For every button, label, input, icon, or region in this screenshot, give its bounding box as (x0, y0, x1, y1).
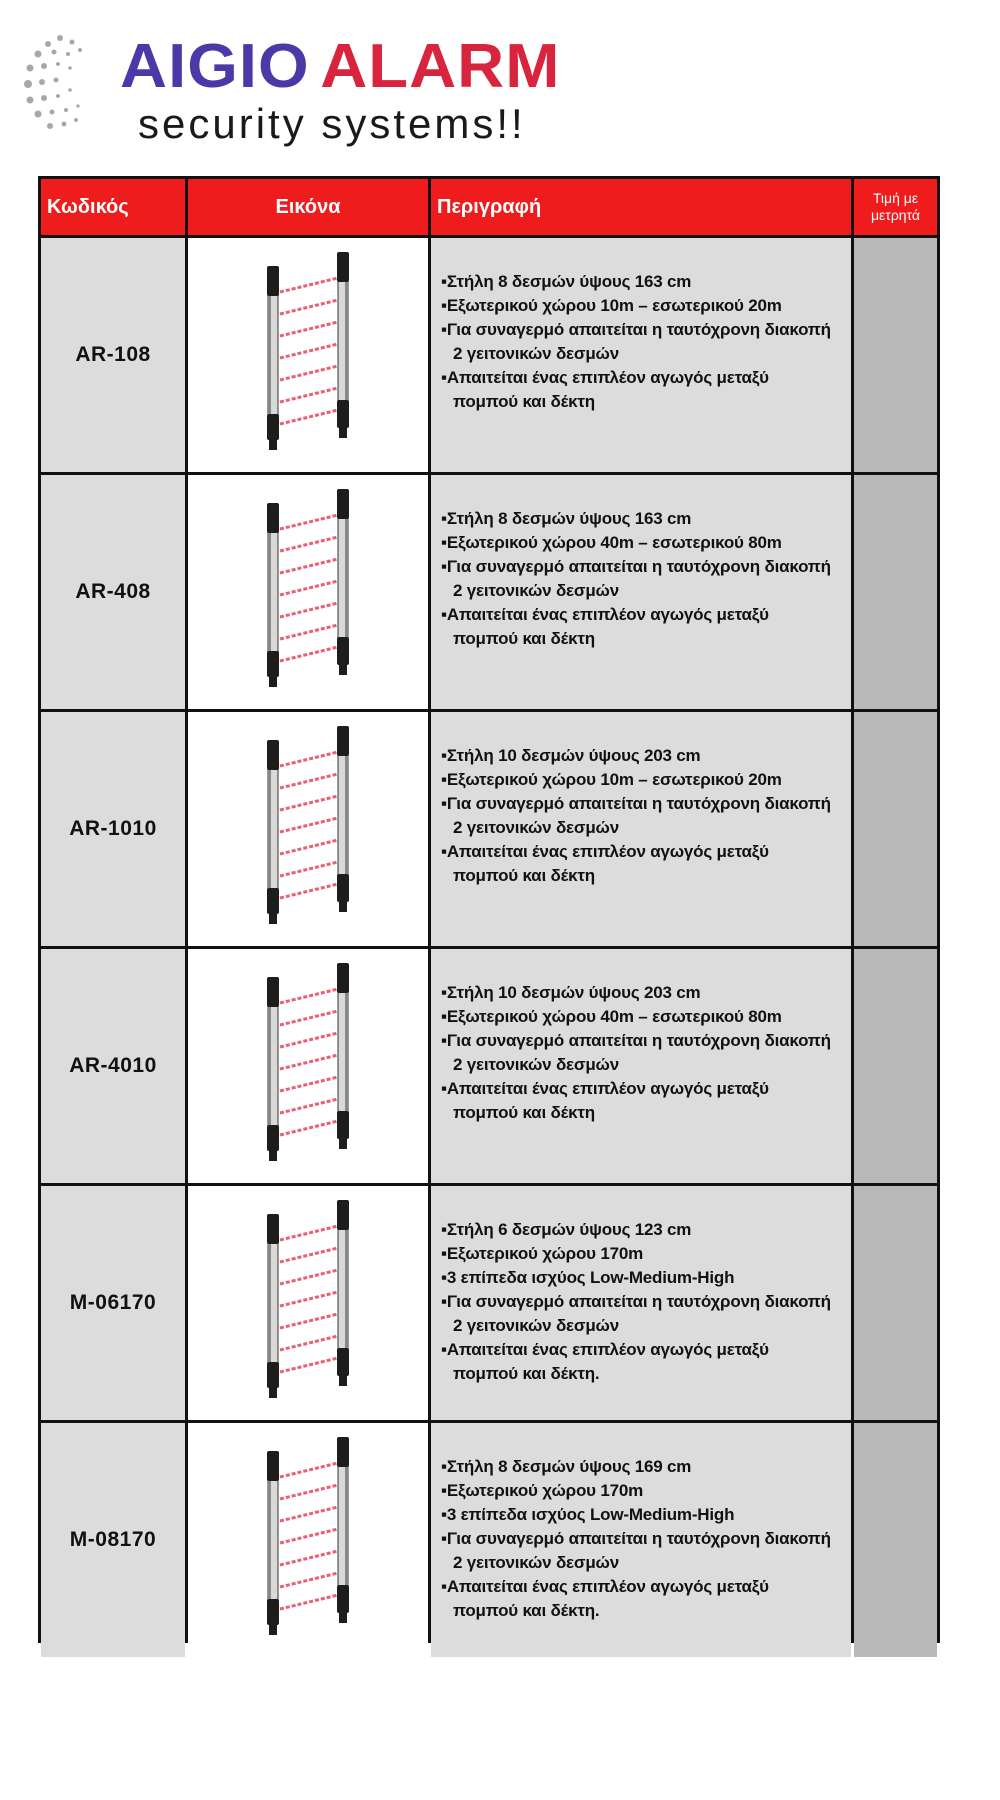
product-image (188, 475, 428, 709)
product-image (188, 712, 428, 946)
header-price-line2: μετρητά (870, 207, 920, 223)
description-line: ▪Εξωτερικού χώρου 10m – εσωτερικού 20m (441, 770, 782, 789)
header-image: Εικόνα (188, 179, 428, 235)
logo-word-alarm: ALARM (320, 32, 561, 101)
description-line: ▪Για συναγερμό απαιτείται η ταυτόχρονη διακοπή (441, 320, 831, 339)
description-line: πομπού και δέκτη (453, 629, 595, 648)
table-row (41, 1186, 937, 1420)
description-line: 2 γειτονικών δεσμών (453, 818, 619, 837)
description-line: ▪Εξωτερικού χώρου 170m (441, 1244, 644, 1263)
header-price (854, 179, 937, 235)
product-description (431, 238, 851, 472)
description-line: ▪Για συναγερμό απαιτείται η ταυτόχρονη διακοπή (441, 557, 831, 576)
description-line: 2 γειτονικών δεσμών (453, 344, 619, 363)
beam-detector-icon (188, 949, 428, 1183)
description-line: ▪Για συναγερμό απαιτείται η ταυτόχρονη διακοπή (441, 794, 831, 813)
product-description (431, 475, 851, 709)
product-code: M-08170 (41, 1423, 185, 1657)
description-line: ▪Απαιτείται ένας επιπλέον αγωγός μεταξύ (441, 605, 769, 624)
table-row (41, 475, 937, 709)
product-image (188, 1423, 428, 1657)
product-image (188, 1186, 428, 1420)
product-image (188, 238, 428, 472)
description-line: ▪Στήλη 8 δεσμών ύψους 169 cm (441, 1457, 692, 1476)
description-line: πομπού και δέκτη (453, 392, 595, 411)
product-price (854, 1186, 937, 1420)
product-table (38, 176, 940, 1643)
table-row (41, 949, 937, 1183)
table-header (41, 179, 937, 235)
description-line: ▪Στήλη 10 δεσμών ύψους 203 cm (441, 983, 701, 1002)
description-line: πομπού και δέκτη. (453, 1601, 600, 1620)
beam-detector-icon (188, 238, 428, 472)
description-line: 2 γειτονικών δεσμών (453, 1055, 619, 1074)
header-price-line1: Τιμή με (872, 190, 919, 206)
product-description (431, 1186, 851, 1420)
description-line: ▪Εξωτερικού χώρου 10m – εσωτερικού 20m (441, 296, 782, 315)
product-price (854, 238, 937, 472)
description-line: 2 γειτονικών δεσμών (453, 1316, 619, 1335)
description-line: ▪Απαιτείται ένας επιπλέον αγωγός μεταξύ (441, 368, 769, 387)
product-code: AR-108 (41, 238, 185, 472)
header-code: Κωδικός (41, 179, 185, 235)
product-code: AR-4010 (41, 949, 185, 1183)
description-line: ▪Απαιτείται ένας επιπλέον αγωγός μεταξύ (441, 1340, 769, 1359)
logo-wordmark (120, 32, 561, 101)
logo-word-aigio: AIGIO (120, 32, 310, 101)
description-line: ▪3 επίπεδα ισχύος Low-Medium-High (441, 1505, 735, 1524)
description-line: ▪Απαιτείται ένας επιπλέον αγωγός μεταξύ (441, 1577, 769, 1596)
header-description: Περιγραφή (431, 179, 851, 235)
logo-dots-icon (20, 28, 110, 138)
product-price (854, 949, 937, 1183)
beam-detector-icon (188, 1423, 428, 1657)
description-line: ▪3 επίπεδα ισχύος Low-Medium-High (441, 1268, 735, 1287)
beam-detector-icon (188, 1186, 428, 1420)
product-code: M-06170 (41, 1186, 185, 1420)
product-code: AR-1010 (41, 712, 185, 946)
beam-detector-icon (188, 712, 428, 946)
logo-tagline: security systems!! (138, 100, 526, 147)
description-line: πομπού και δέκτη (453, 866, 595, 885)
product-description (431, 712, 851, 946)
description-line: ▪Εξωτερικού χώρου 170m (441, 1481, 644, 1500)
product-description (431, 949, 851, 1183)
product-price (854, 712, 937, 946)
product-price (854, 1423, 937, 1657)
table-row (41, 238, 937, 472)
description-line: ▪Για συναγερμό απαιτείται η ταυτόχρονη διακοπή (441, 1529, 831, 1548)
description-line: ▪Στήλη 8 δεσμών ύψους 163 cm (441, 509, 692, 528)
beam-detector-icon (188, 475, 428, 709)
description-line: ▪Απαιτείται ένας επιπλέον αγωγός μεταξύ (441, 1079, 769, 1098)
description-line: ▪Εξωτερικού χώρου 40m – εσωτερικού 80m (441, 1007, 782, 1026)
product-image (188, 949, 428, 1183)
description-line: ▪Στήλη 8 δεσμών ύψους 163 cm (441, 272, 692, 291)
description-line: πομπού και δέκτη. (453, 1364, 600, 1383)
company-logo (20, 22, 580, 147)
description-line: 2 γειτονικών δεσμών (453, 581, 619, 600)
description-line: ▪Στήλη 10 δεσμών ύψους 203 cm (441, 746, 701, 765)
description-line: 2 γειτονικών δεσμών (453, 1553, 619, 1572)
product-code: AR-408 (41, 475, 185, 709)
product-description (431, 1423, 851, 1657)
description-line: ▪Εξωτερικού χώρου 40m – εσωτερικού 80m (441, 533, 782, 552)
description-line: ▪Για συναγερμό απαιτείται η ταυτόχρονη διακοπή (441, 1031, 831, 1050)
description-line: ▪Στήλη 6 δεσμών ύψους 123 cm (441, 1220, 692, 1239)
description-line: πομπού και δέκτη (453, 1103, 595, 1122)
table-row (41, 712, 937, 946)
product-price (854, 475, 937, 709)
description-line: ▪Για συναγερμό απαιτείται η ταυτόχρονη διακοπή (441, 1292, 831, 1311)
description-line: ▪Απαιτείται ένας επιπλέον αγωγός μεταξύ (441, 842, 769, 861)
table-row (41, 1423, 937, 1657)
